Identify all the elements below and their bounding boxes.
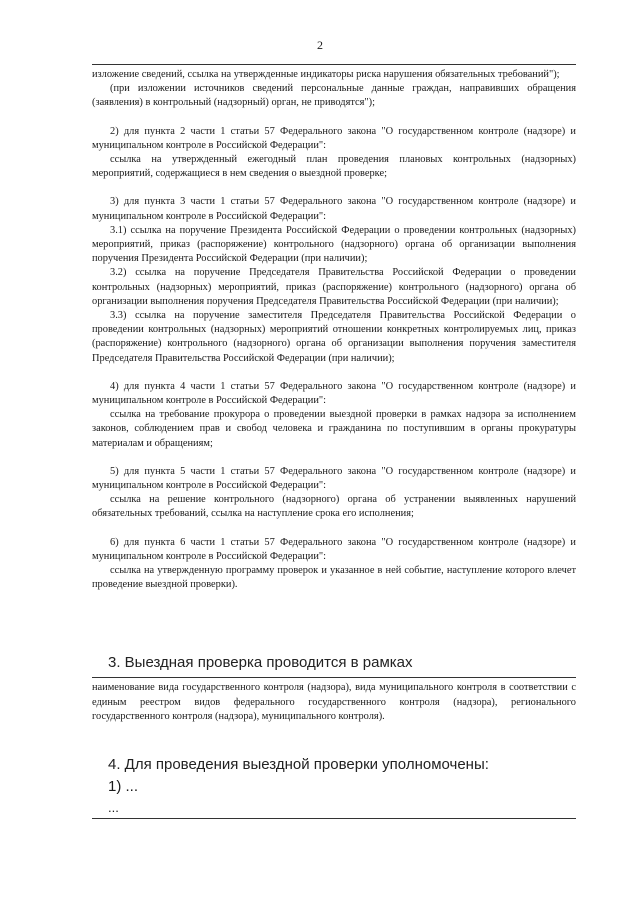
paragraph: ссылка на решение контрольного (надзорного) органа об устранении выявленных нарушений обязательных требований, ссылка на наступление срока его исполнения; (92, 494, 576, 520)
paragraph: 6) для пункта 6 части 1 статьи 57 Федерального закона "О государственном контроле (надзоре) и муниципальном контроле в Российской Федерации": (92, 536, 576, 562)
paragraph: 5) для пункта 5 части 1 статьи 57 Федерального закона "О государственном контроле (надзоре) и муниципальном контроле в Российской Федерации": (92, 465, 576, 492)
paragraph: 3) для пункта 3 части 1 статьи 57 Федерального закона "О государственном контроле (надзоре) и муниципальном контроле в Российской Федерации": (92, 196, 576, 222)
paragraph: изложение сведений, ссылка на утвержденные индикаторы риска нарушения обязательных требований"); (92, 69, 560, 80)
section-3-note: наименование вида государственного контроля (надзора), вида муниципального контроля в соответствии с единым реестром видов федерального государственного контроля (надзора), регионального государственного контроля (надзора), муниципального контроля). (92, 682, 576, 723)
fill-in-line (92, 677, 576, 678)
authorized-item-1: 1) ... (108, 778, 139, 795)
authorized-item-ellipsis: ... (108, 800, 119, 815)
section-3-heading: 3. Выездная проверка проводится в рамках (108, 654, 413, 671)
paragraph: 4) для пункта 4 части 1 статьи 57 Федерального закона "О государственном контроле (надзоре) и муниципальном контроле в Российской Федерации": (92, 380, 576, 407)
fill-in-line (92, 818, 576, 819)
paragraph: ссылка на утвержденную программу проверок и указанное в ней событие, наступление которого влечет проведение выездной проверки). (92, 565, 576, 591)
separator-line (92, 64, 576, 65)
paragraph: (при изложении источников сведений персональные данные граждан, направивших обращения (заявления) в контрольный (надзорный) орган, не приводятся"); (92, 83, 576, 109)
paragraph: 2) для пункта 2 части 1 статьи 57 Федерального закона "О государственном контроле (надзоре) и муниципальном контроле в Российской Федерации": (92, 125, 576, 151)
section-4-heading: 4. Для проведения выездной проверки уполномочены: (108, 756, 489, 773)
paragraph: ссылка на утвержденный ежегодный план проведения плановых контрольных (надзорных) мероприятий, содержащиеся в нем сведения о выездной проверке; (92, 154, 576, 180)
paragraph: 3.3) ссылка на поручение заместителя Председателя Правительства Российской Федерации о проведении контрольных (надзорных) мероприятий отношении конкретных контролируемых лиц, приказ (распоряжение) контрольного (надзорного) органа об организации выполнения поручения заместителя Председателя Правительства Российской Федерации (при наличии); (92, 310, 576, 364)
paragraph: ссылка на требование прокурора о проведении выездной проверки в рамках надзора за исполнением законов, соблюдением прав и свобод человека и гражданина по поступившим в органы прокуратуры материалам и обращениям; (92, 409, 576, 449)
page-number: 2 (317, 38, 323, 52)
paragraph: 3.2) ссылка на поручение Председателя Правительства Российской Федерации о проведении контрольных (надзорных) мероприятий, приказ (распоряжение) контрольного (надзорного) органа об организации выполнения поручения Председателя Правительства Российской Федерации (при наличии); (92, 267, 576, 307)
document-body (92, 68, 576, 593)
paragraph: 3.1) ссылка на поручение Президента Российской Федерации о проведении контрольных (надзорных) мероприятий, приказ (распоряжение) контрольного (надзорного) органа об организации выполнения поручения Президента Российской Федерации (при наличии); (92, 224, 576, 265)
